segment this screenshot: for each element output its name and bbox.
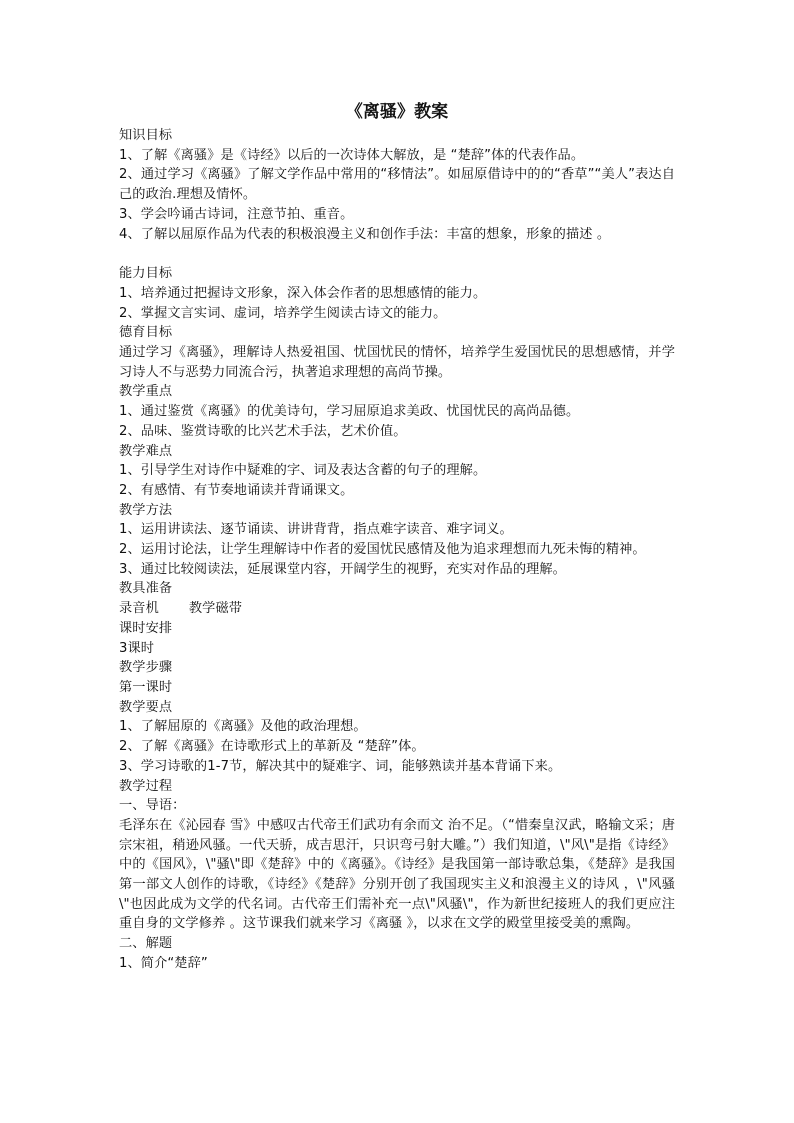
key-points-heading: 教学重点 — [119, 384, 173, 400]
page-title: 《离骚》教案 — [345, 102, 449, 122]
knowledge-item: 2、通过学习《离骚》了解文学作品中常用的“移情法”。如屈原借诗中的的“香草”“美人”表达自己的政治.理想及情怀。 — [119, 167, 675, 203]
blank-line — [119, 244, 675, 264]
tool-item: 录音机 — [119, 601, 159, 617]
ability-item: 1、培养通过把握诗文形象，深入体会作者的思想感情的能力。 — [119, 285, 487, 301]
tools-list — [119, 599, 675, 619]
explain-heading: 二、解题 — [119, 936, 173, 952]
method-item: 2、运用讨论法，让学生理解诗中作者的爱国忧民感情及他为追求理想而九死未悔的精神。 — [119, 542, 646, 558]
tools-heading: 教具准备 — [119, 581, 173, 597]
teaching-point-item: 3、学习诗歌的1-7节，解决其中的疑难字、词，能够熟读并基本背诵下来。 — [119, 758, 562, 774]
method-item: 1、运用讲读法、逐节诵读、讲讲背背，指点难字读音、难字词义。 — [119, 522, 513, 538]
ability-heading: 能力目标 — [119, 266, 173, 282]
knowledge-item: 3、学会吟诵古诗词，注意节拍、重音。 — [119, 206, 354, 222]
teaching-point-item: 2、了解《离骚》在诗歌形式上的革新及 “楚辞”体。 — [119, 739, 425, 755]
knowledge-item: 4、了解以屈原作品为代表的积极浪漫主义和创作手法：丰富的想象，形象的描述 。 — [119, 226, 611, 242]
difficulty-item: 1、引导学生对诗作中疑难的字、词及表达含蓄的句子的理解。 — [119, 463, 487, 479]
steps-heading: 教学步骤 — [119, 660, 173, 676]
schedule-value: 3课时 — [119, 640, 155, 656]
intro-heading: 一、导语： — [119, 798, 186, 814]
methods-heading: 教学方法 — [119, 502, 173, 518]
method-item: 3、通过比较阅读法，延展课堂内容，开阔学生的视野，充实对作品的理解。 — [119, 561, 566, 577]
tool-item: 教学磁带 — [188, 601, 243, 617]
teaching-points-heading: 教学要点 — [119, 699, 173, 715]
difficulty-item: 2、有感情、有节奏地诵读并背诵课文。 — [119, 482, 354, 498]
process-heading: 教学过程 — [119, 778, 173, 794]
difficulties-heading: 教学难点 — [119, 443, 173, 459]
key-point-item: 2、品味、鉴赏诗歌的比兴艺术手法，艺术价值。 — [119, 423, 407, 439]
knowledge-heading: 知识目标 — [119, 128, 173, 143]
intro-paragraph: 毛泽东在《沁园春 雪》中感叹古代帝王们武功有余而文 治不足。（“惜秦皇汉武，略输文采；唐宗宋祖，稍逊风骚。一代天骄，成吉思汗，只识弯弓射大雕。”）我们知道，\"风\"是指《诗经》中的《国风》，\"骚\"即《楚辞》中的《离骚》。《诗经》是我国第一部诗歌总集，《楚辞》是我国第一部文人创作的诗歌，《诗经》《楚辞》分别开创了我国现实主义和浪漫主义的诗风 ，\"风骚\"也因此成为文学的代名词。古代帝王们需补充一点\"风骚\"，作为新世纪接班人的我们更应注重自身的文学修养 。这节课我们就来学习《离骚 》，以求在文学的殿堂里接受美的熏陶。 — [119, 817, 675, 932]
knowledge-item: 1、了解《离骚》是《诗经》以后的一次诗体大解放，是 “楚辞”体的代表作品。 — [119, 147, 585, 163]
moral-heading: 德育目标 — [119, 325, 173, 341]
moral-text: 通过学习《离骚》，理解诗人热爱祖国、忧国忧民的情怀，培养学生爱国忧民的思想感情，并学习诗人不与恶势力同流合污，执著追求理想的高尚节操。 — [119, 345, 675, 380]
first-class-heading: 第一课时 — [119, 679, 173, 695]
teaching-point-item: 1、了解屈原的《离骚》及他的政治理想。 — [119, 719, 367, 735]
explain-item: 1、简介“楚辞” — [119, 955, 208, 971]
key-point-item: 1、通过鉴赏《离骚》的优美诗句，学习屈原追求美政、忧国忧民的高尚品德。 — [119, 404, 580, 420]
schedule-heading: 课时安排 — [119, 620, 173, 636]
lesson-plan-body — [119, 100, 675, 974]
ability-item: 2、掌握文言实词、虚词，培养学生阅读古诗文的能力。 — [119, 305, 447, 321]
